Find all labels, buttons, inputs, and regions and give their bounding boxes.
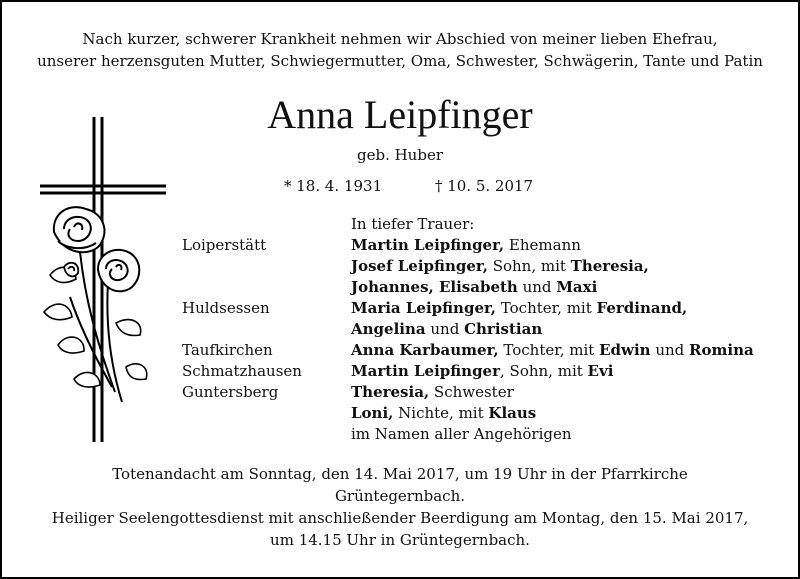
mourner-name: Ferdinand,	[596, 299, 688, 317]
mourner-name: Angelina	[351, 320, 426, 338]
mourner-relation: , Sohn, mit	[500, 362, 588, 380]
mourner-name: Loni,	[351, 404, 394, 422]
mourners-list	[182, 214, 754, 445]
mourner-name: Maria Leipfinger,	[351, 299, 497, 317]
mourner-relation: im Namen aller Angehörigen	[351, 425, 572, 443]
mourner-relation: Tochter, mit	[498, 341, 600, 359]
mourner-row	[182, 319, 754, 340]
mourner-relation: Ehemann	[504, 236, 581, 254]
mourner-names	[351, 256, 649, 277]
mourner-row	[182, 298, 754, 319]
mourner-names	[351, 319, 542, 340]
mourner-relation: Sohn, mit	[487, 257, 571, 275]
mourner-name: Evi	[587, 362, 614, 380]
mourner-row	[182, 277, 754, 298]
mourner-names	[351, 298, 687, 319]
mourner-name: Johannes, Elisabeth	[351, 278, 518, 296]
mourner-names	[351, 382, 514, 403]
mourner-place	[182, 256, 351, 277]
mourner-place	[182, 277, 351, 298]
intro-text	[2, 28, 798, 72]
birth-date: * 18. 4. 1931	[284, 177, 383, 195]
intro-line: Nach kurzer, schwerer Krankheit nehmen wir Abschied von meiner lieben Ehefrau,	[82, 30, 718, 48]
deceased-name: Anna Leipfinger	[267, 92, 533, 137]
mourner-name: Maxi	[556, 278, 598, 296]
mourner-place	[182, 403, 351, 424]
mourner-place: Guntersberg	[182, 383, 279, 401]
mourner-row	[182, 256, 754, 277]
mourner-name: Klaus	[488, 404, 537, 422]
mourner-row	[182, 382, 754, 403]
mourner-relation: In tiefer Trauer:	[351, 215, 475, 233]
mourner-names	[351, 340, 754, 361]
mourner-names	[351, 361, 613, 382]
service-info	[2, 463, 798, 551]
mourner-row	[182, 403, 754, 424]
mourner-name: Edwin	[599, 341, 651, 359]
intro-line: unserer herzensguten Mutter, Schwiegermutter, Oma, Schwester, Schwägerin, Tante und Patin	[37, 52, 763, 70]
mourner-name: Romina	[689, 341, 754, 359]
service-line: Heiliger Seelengottesdienst mit anschließender Beerdigung am Montag, den 15. Mai 2017,	[51, 509, 749, 527]
mourner-name: Martin Leipfinger	[351, 362, 501, 380]
mourner-row	[182, 361, 754, 382]
service-line: Totenandacht am Sonntag, den 14. Mai 2017, um 19 Uhr in der Pfarrkirche	[112, 465, 688, 483]
mourner-row	[182, 214, 754, 235]
mourner-name: Theresia,	[570, 257, 649, 275]
mourner-relation: Nichte, mit	[393, 404, 489, 422]
mourner-relation: Tochter, mit	[496, 299, 597, 317]
life-dates	[284, 176, 533, 196]
mourner-place	[182, 424, 351, 445]
service-line: um 14.15 Uhr in Grüntegernbach.	[270, 531, 530, 549]
mourner-name: Theresia,	[351, 383, 430, 401]
mourner-names	[351, 403, 536, 424]
death-date: † 10. 5. 2017	[434, 177, 534, 195]
mourner-relation: und	[517, 278, 557, 296]
mourner-relation: und	[425, 320, 465, 338]
mourner-names	[351, 277, 597, 298]
birth-name: geb. Huber	[356, 146, 443, 164]
mourner-row	[182, 235, 754, 256]
mourner-names	[351, 235, 581, 256]
mourner-row	[182, 424, 754, 445]
mourner-name: Christian	[464, 320, 543, 338]
mourner-names	[351, 424, 572, 445]
mourner-relation: und	[650, 341, 690, 359]
service-line: Grüntegernbach.	[334, 487, 466, 505]
mourner-name: Anna Karbaumer,	[351, 341, 499, 359]
mourner-relation: Schwester	[429, 383, 514, 401]
cross-with-roses-icon	[40, 117, 170, 442]
mourner-names	[351, 214, 474, 235]
mourner-row	[182, 340, 754, 361]
mourner-place: Taufkirchen	[182, 341, 273, 359]
mourner-place	[182, 319, 351, 340]
mourner-place: Loiperstätt	[182, 236, 267, 254]
mourner-place: Huldsessen	[182, 299, 270, 317]
mourner-place: Schmatzhausen	[182, 362, 302, 380]
mourner-name: Josef Leipfinger,	[351, 257, 488, 275]
mourner-name: Martin Leipfinger,	[351, 236, 505, 254]
mourner-place	[182, 214, 351, 235]
